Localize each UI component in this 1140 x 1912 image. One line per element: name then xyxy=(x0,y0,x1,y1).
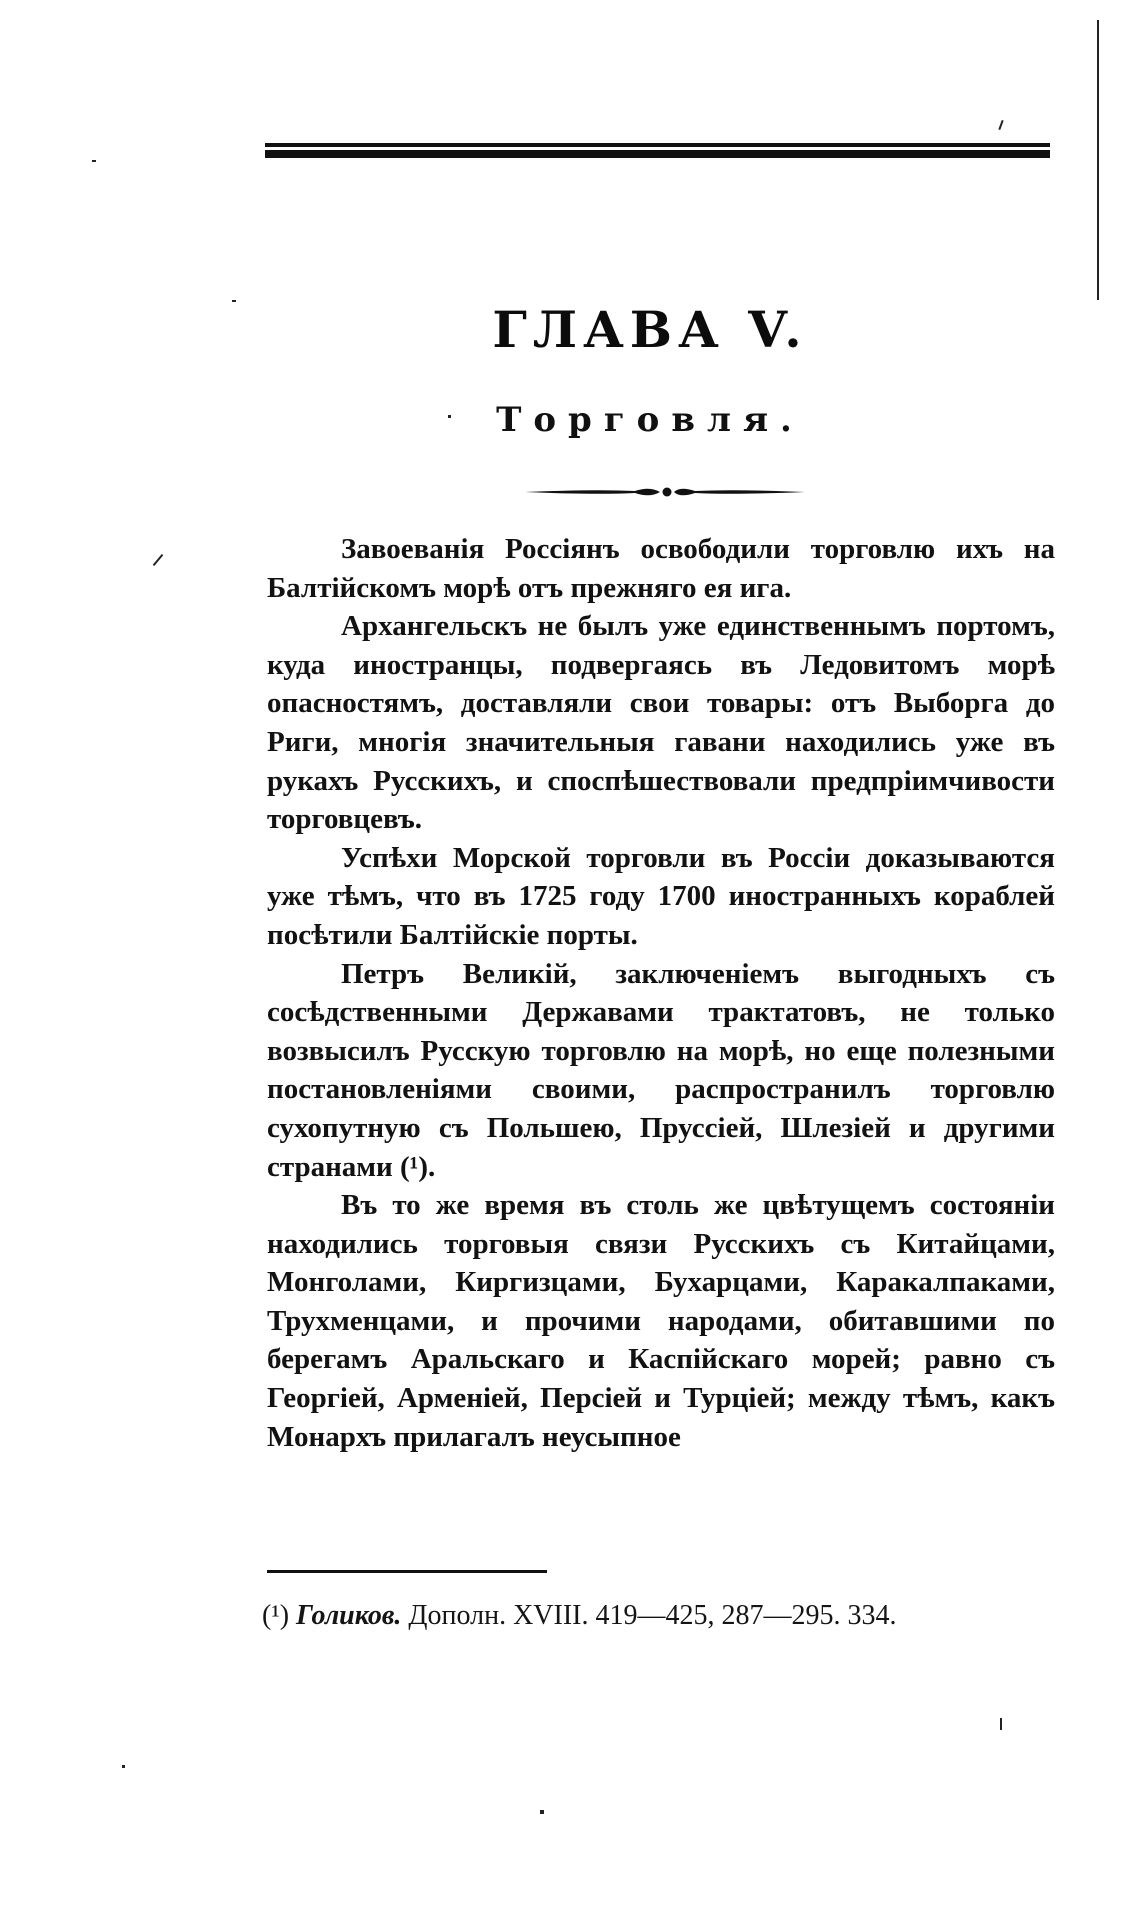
paragraph: Успѣхи Морской торговли въ Россіи доказываются уже тѣмъ, что въ 1725 году 1700 иностранныхъ кораблей посѣтили Балтійскіе порты. xyxy=(267,841,1055,951)
paragraph: Архангельскъ не былъ уже единственнымъ портомъ, куда иностранцы, подвергаясь въ Ледовитомъ морѣ опасностямъ, доставляли свои товары: отъ Выборга до Риги, многія значительныя гавани находились уже въ рукахъ Русскихъ, и споспѣшествовали предпріимчивости торговцевъ. xyxy=(267,610,1055,836)
scan-speck xyxy=(232,300,236,302)
header-double-rule xyxy=(265,140,1050,162)
paragraph: Петръ Великій, заключеніемъ выгодныхъ съ сосѣдственными Державами трактатовъ, не только возвысилъ Русскую торговлю на морѣ, но еще полезными постановленіями своими, распространилъ торговлю сухопутную съ Польшею, Пруссіей, Шлезіей и другими странами (¹). xyxy=(267,957,1055,1183)
paragraph: Въ то же время въ столь же цвѣтущемъ состояніи находились торговыя связи Русскихъ съ Китайцами, Монголами, Киргизцами, Бухарцами, Каракалпаками, Трухменцами, и прочими народами, обитавшими по берегамъ Аральскаго и Каспійскаго морей; равно съ Георгіей, Арменіей, Персіей и Турціей; между тѣмъ, какъ Монархъ прилагалъ неусыпное xyxy=(267,1189,1055,1453)
chapter-title: ГЛАВА V. xyxy=(492,300,808,359)
paragraph: Завоеванія Россіянъ освободили торговлю ихъ на Балтійскомъ морѣ отъ прежняго ея ига. xyxy=(267,533,1055,604)
ornament-divider xyxy=(525,480,805,504)
scan-speck xyxy=(153,554,164,566)
scan-speck xyxy=(1097,20,1099,300)
chapter-subtitle: Торговля. xyxy=(496,400,804,440)
scan-speck xyxy=(122,1765,125,1768)
body-text xyxy=(267,530,1055,1456)
footnote-rule xyxy=(267,1570,547,1573)
footnote-text: Дополн. XVIII. 419—425, 287—295. 334. xyxy=(408,1600,897,1631)
scan-speck xyxy=(540,1810,544,1814)
footnote xyxy=(262,1600,1062,1632)
scan-speck xyxy=(998,120,1003,130)
footnote-author: Голиков. xyxy=(296,1600,402,1631)
scan-speck xyxy=(92,160,96,162)
scan-speck xyxy=(1000,1718,1002,1730)
footnote-marker: (¹) xyxy=(262,1600,290,1631)
scan-speck xyxy=(448,415,451,418)
